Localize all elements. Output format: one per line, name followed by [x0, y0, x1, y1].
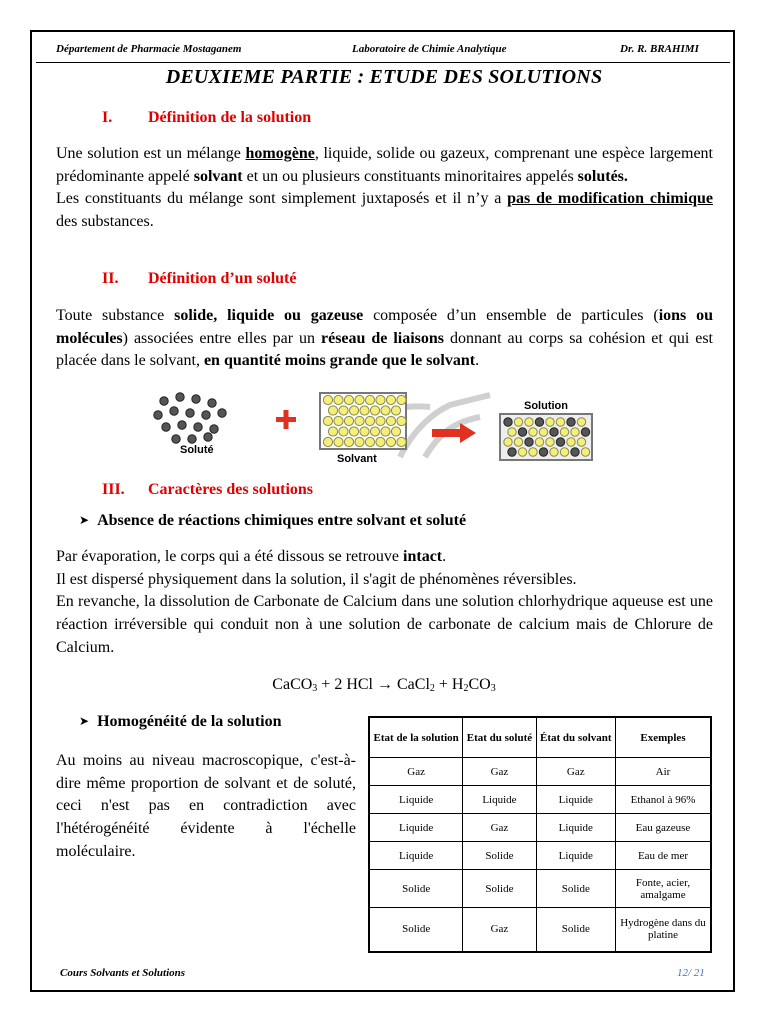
section-3-heading — [102, 481, 313, 499]
solvent-particle — [339, 406, 348, 415]
solute-particle — [525, 438, 533, 446]
solvent-particle — [344, 437, 353, 446]
solvent-particle — [355, 437, 364, 446]
text-run: donnant au corps sa cohésion et qui est placée dans le solvant, — [56, 329, 713, 370]
text-run-emph: pas de modification chimique — [507, 190, 713, 208]
table-cell: Liquide — [536, 786, 615, 814]
solute-particle — [202, 411, 210, 419]
solvent-particle — [370, 406, 379, 415]
solute-particle — [188, 435, 196, 443]
text-run: ) associées entre elles par un — [122, 329, 321, 347]
solvent-particle — [397, 437, 406, 446]
solvent-particle — [339, 427, 348, 436]
plus-icon — [276, 410, 296, 429]
solute-particle — [186, 409, 194, 417]
solvent-label: Solvant — [337, 453, 377, 465]
solution-label: Solution — [524, 400, 568, 412]
solvent-particle — [508, 428, 516, 436]
header-rule — [36, 62, 730, 63]
eq-part: CaCO — [272, 676, 313, 693]
solute-particle — [160, 397, 168, 405]
table-cell: Solide — [463, 842, 536, 870]
solvent-particle — [349, 427, 358, 436]
solvent-particle — [323, 416, 332, 425]
table-cell: Gaz — [463, 814, 536, 842]
solute-label: Soluté — [180, 444, 214, 456]
solvent-particle — [581, 448, 589, 456]
text-run-emph: solvant — [193, 167, 243, 185]
solvent-particle — [571, 428, 579, 436]
text-run-emph: ions ou molécules — [56, 307, 714, 347]
solvent-particle — [397, 416, 406, 425]
solvent-particle — [370, 427, 379, 436]
text-run: des substances. — [56, 213, 154, 231]
solvent-particle — [546, 438, 554, 446]
solvent-particle — [376, 395, 385, 404]
solvent-particle — [556, 418, 564, 426]
table-cell: Solide — [463, 870, 536, 908]
solvent-particle — [525, 418, 533, 426]
solvent-particle — [365, 416, 374, 425]
solvent-particle — [323, 437, 332, 446]
solvent-particle — [328, 427, 337, 436]
chemical-equation — [0, 676, 768, 694]
solvent-particle — [567, 438, 575, 446]
header-author: Dr. R. BRAHIMI — [620, 43, 699, 55]
solute-particle — [154, 411, 162, 419]
text-run: . — [475, 352, 480, 370]
solvent-particle — [386, 395, 395, 404]
table-cell: Hydrogène dans du platine — [616, 908, 712, 952]
solute-particle — [194, 423, 202, 431]
solute-particle — [170, 407, 178, 415]
eq-subscript: 2 — [463, 683, 469, 694]
solute-particle — [518, 428, 526, 436]
table-cell: Liquide — [463, 786, 536, 814]
solvent-particle — [344, 395, 353, 404]
table-cell: Liquide — [369, 842, 463, 870]
solute-particle — [581, 428, 589, 436]
eq-part: CO — [468, 676, 491, 693]
text-run: , liquide, solide ou gazeux, comprenant une espèce largement prédominante appelé — [56, 145, 714, 185]
solvent-particle — [546, 418, 554, 426]
bullet-no-reaction — [79, 512, 466, 530]
solute-particle — [210, 425, 218, 433]
solvent-particle — [539, 428, 547, 436]
solute-particle — [550, 428, 558, 436]
table-cell: Liquide — [369, 786, 463, 814]
table-row — [369, 908, 711, 952]
bullet-homogeneity — [79, 713, 282, 731]
solution-states-table — [368, 716, 712, 953]
column-header: Etat du soluté — [463, 717, 536, 758]
eq-subscript: 3 — [490, 683, 496, 694]
table-cell: Gaz — [463, 758, 536, 786]
table-cell: Solide — [369, 908, 463, 952]
text-run-emph: solutés. — [577, 167, 628, 185]
table-cell: Liquide — [369, 814, 463, 842]
solute-particle — [535, 418, 543, 426]
table-row — [369, 758, 711, 786]
section-2-heading — [102, 270, 296, 288]
eq-part: + H — [434, 676, 464, 693]
solvent-particle — [360, 406, 369, 415]
eq-part: + 2 HCl — [317, 676, 377, 693]
solute-particle — [571, 448, 579, 456]
solvent-particle — [381, 406, 390, 415]
text-run: Les constituants du mélange sont simplement juxtaposés et il n’y a — [56, 190, 508, 208]
solvent-particle — [560, 448, 568, 456]
paragraph: En revanche, la dissolution de Carbonate de Calcium dans une solution chlorhydrique aqueuse est une réaction irréversible qui conduit non à une solution de carbonate de calcium mais de Chlorure de Calcium. — [56, 593, 713, 656]
solute-particle — [178, 421, 186, 429]
footer-course-title: Cours Solvants et Solutions — [60, 967, 186, 979]
solvent-particle — [355, 416, 364, 425]
solute-particle — [172, 435, 180, 443]
solvent-particle — [334, 437, 343, 446]
table-row — [369, 870, 711, 908]
text-run-emph: réseau de liaisons — [321, 329, 445, 347]
table-cell: Eau gazeuse — [616, 814, 712, 842]
section-2-body — [56, 305, 713, 373]
text-run: Toute substance — [56, 307, 175, 324]
solvent-particle — [391, 427, 400, 436]
page-number: 12/ 21 — [677, 967, 705, 979]
column-header: Etat de la solution — [369, 717, 463, 758]
table-cell: Air — [616, 758, 712, 786]
solvent-particle — [577, 418, 585, 426]
table-cell: Ethanol à 96% — [616, 786, 712, 814]
bullet-text: Absence de réactions chimiques entre solvant et soluté — [97, 512, 467, 529]
table-cell: Gaz — [536, 758, 615, 786]
section-title: Caractères des solutions — [148, 481, 314, 498]
header-department: Département de Pharmacie Mostaganem — [56, 43, 242, 55]
solvent-particle — [529, 428, 537, 436]
solute-particle — [508, 448, 516, 456]
solute-particle — [504, 418, 512, 426]
column-header: Exemples — [616, 717, 712, 758]
table-cell: Fonte, acier, amalgame — [616, 870, 712, 908]
solute-particle — [176, 393, 184, 401]
solvent-particle — [360, 427, 369, 436]
solute-particle — [162, 423, 170, 431]
arrowhead-bullet-icon: ➤ — [79, 513, 90, 527]
solvent-particle — [365, 395, 374, 404]
solvent-particle — [381, 427, 390, 436]
solvent-particle — [376, 437, 385, 446]
solvent-particle — [529, 448, 537, 456]
solvent-particle — [518, 448, 526, 456]
solvent-particle — [365, 437, 374, 446]
solvent-particle — [386, 437, 395, 446]
solvent-particle — [386, 416, 395, 425]
section-title: Définition de la solution — [148, 109, 312, 126]
table-row — [369, 786, 711, 814]
table-cell: Liquide — [536, 814, 615, 842]
table-cell: Solide — [536, 870, 615, 908]
solvent-particle — [334, 395, 343, 404]
table-cell: Solide — [536, 908, 615, 952]
solute-particle — [218, 409, 226, 417]
solvent-particle — [397, 395, 406, 404]
solvent-particle — [514, 438, 522, 446]
table-row — [369, 814, 711, 842]
eq-part: CaCl — [393, 676, 430, 693]
section-1-body — [56, 143, 713, 234]
table-cell: Liquide — [536, 842, 615, 870]
text-run: Une solution est un mélange — [56, 145, 246, 162]
table-cell: Gaz — [369, 758, 463, 786]
solvent-particle — [344, 416, 353, 425]
text-run-emph: homogène — [245, 145, 315, 162]
solvent-particle — [560, 428, 568, 436]
solute-particle — [556, 438, 564, 446]
solvent-particle — [577, 438, 585, 446]
solute-particle — [539, 448, 547, 456]
solute-particles — [154, 393, 226, 443]
solvent-particle — [355, 395, 364, 404]
table-cell: Solide — [369, 870, 463, 908]
section-number: III. — [102, 481, 125, 498]
solvent-particle — [391, 406, 400, 415]
text-run-emph: solide, liquide ou gazeuse — [174, 307, 364, 324]
table-row — [369, 842, 711, 870]
solute-particle — [567, 418, 575, 426]
table-cell: Eau de mer — [616, 842, 712, 870]
bullet-text: Homogénéité de la solution — [97, 713, 282, 730]
solvent-particle — [535, 438, 543, 446]
solvent-particle — [504, 438, 512, 446]
section-title: Définition d’un soluté — [148, 270, 297, 287]
header-lab: Laboratoire de Chimie Analytique — [352, 43, 507, 55]
paragraph: Il est dispersé physiquement dans la solution, il s'agit de phénomènes réversibles. — [56, 570, 577, 588]
text-run: et un ou plusieurs constituants minoritaires appelés — [242, 167, 578, 185]
arrowhead-bullet-icon: ➤ — [79, 714, 90, 728]
section-number: I. — [102, 109, 113, 126]
page-title: DEUXIEME PARTIE : ETUDE DES SOLUTIONS — [165, 66, 603, 88]
text-run: . — [442, 548, 447, 565]
solute-particle — [204, 433, 212, 441]
table-cell: Gaz — [463, 908, 536, 952]
column-header: État du solvant — [536, 717, 615, 758]
solvent-particle — [323, 395, 332, 404]
solvent-particle — [328, 406, 337, 415]
solvent-particle — [550, 448, 558, 456]
section-3-body — [56, 546, 713, 660]
reaction-arrow-icon: → — [377, 676, 393, 693]
solute-particle — [208, 399, 216, 407]
solvent-particle — [349, 406, 358, 415]
text-run-emph: en quantité moins grande que le solvant — [203, 352, 476, 370]
solute-particle — [192, 395, 200, 403]
solvent-particle — [514, 418, 522, 426]
solvent-particle — [334, 416, 343, 425]
text-run-emph: intact — [403, 548, 443, 565]
table-header-row — [369, 717, 711, 758]
text-run: composée d’un ensemble de particules ( — [363, 307, 659, 324]
homogeneity-text: Au moins au niveau macroscopique, c'est-à-dire même proportion de solvant et de soluté, ceci n'est pas en contradiction avec l'hétérogénéité évidente à l'échelle moléculaire. — [56, 752, 356, 860]
eq-subscript: 3 — [312, 683, 318, 694]
section-number: II. — [102, 270, 119, 287]
eq-subscript: 2 — [429, 683, 435, 694]
text-run: Par évaporation, le corps qui a été dissous se retrouve — [56, 548, 404, 565]
section-1-heading — [102, 109, 311, 127]
dissolution-diagram — [150, 387, 595, 467]
solvent-particle — [376, 416, 385, 425]
